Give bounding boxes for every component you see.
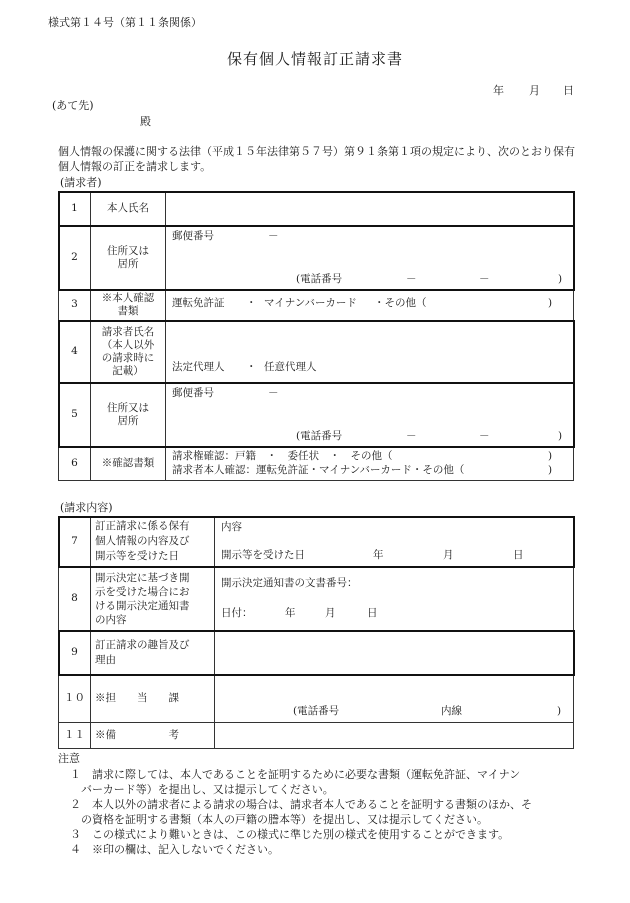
row-label: 住所又は 居所	[91, 226, 166, 290]
notice-date-label: 日付：	[221, 607, 253, 619]
row-number: 1	[59, 192, 91, 226]
row-label: ※備 考	[91, 723, 215, 749]
phone-close: )	[558, 273, 563, 285]
disclosed-date-label: 開示等を受けた日	[221, 549, 305, 561]
note-item: の資格を証明する書類（本人の戸籍の謄本等）を提出し、又は提示してください。	[70, 813, 488, 826]
row-number: １１	[59, 723, 91, 749]
date-day-label: 日	[563, 84, 574, 97]
notice-day: 日	[367, 607, 378, 619]
voluntary-agent-option[interactable]: 任意代理人	[264, 361, 317, 373]
identity-check-line: 請求者本人確認：運転免許証・マイナンバーカード・その他（	[172, 464, 465, 476]
row-number: 6	[59, 447, 91, 481]
addressee-label: (あて先)	[52, 99, 94, 112]
row-label: 本人氏名	[91, 192, 166, 226]
requester-row-1	[59, 192, 574, 226]
option-other[interactable]: ・その他（	[374, 297, 427, 309]
correction-reason-field[interactable]	[215, 631, 574, 675]
authority-check-line: 請求権確認：戸籍 ・ 委任状 ・ その他（	[172, 450, 393, 462]
requester-row-3	[59, 290, 574, 321]
authority-check-close: )	[548, 450, 553, 462]
addressee-suffix: 殿	[140, 115, 151, 128]
agent-separator: ・	[246, 361, 257, 373]
row-number: 8	[59, 567, 91, 631]
phone-dash-2: －	[479, 273, 490, 285]
phone-close: )	[558, 430, 563, 442]
phone-label: (電話番号	[296, 273, 343, 285]
extension-label: 内線	[441, 705, 462, 717]
page-title: 保有個人情報訂正請求書	[226, 50, 403, 68]
option-drivers-license[interactable]: 運転免許証	[172, 297, 225, 309]
note-item: １ 請求に際しては、本人であることを証明するために必要な書類（運転免許証、マイナン	[70, 768, 521, 781]
option-separator: ・	[246, 297, 257, 309]
label-line: 示を受けた場合にお	[95, 585, 190, 598]
label-line: ける開示決定通知書	[95, 599, 190, 612]
label-line: 理由	[95, 653, 116, 666]
note-item: ２ 本人以外の請求者による請求の場合は、請求者本人であることを証明する書類のほか、そ	[70, 798, 532, 811]
option-close: )	[548, 297, 553, 309]
row-number: 3	[59, 290, 91, 321]
date-month-label: 月	[529, 84, 540, 97]
principal-address-field[interactable]	[166, 226, 574, 290]
department-close: )	[557, 705, 562, 717]
label-line: 開示決定に基づき開	[95, 571, 190, 584]
row-label: ※確認書類	[91, 447, 166, 481]
request-row-11	[59, 723, 574, 749]
note-item: ３ この様式により難いときは、この様式に準じた別の様式を使用することができます。	[70, 828, 510, 841]
option-mynumber-card[interactable]: マイナンバーカード	[264, 297, 357, 309]
request-row-7	[59, 517, 574, 567]
requester-name-field[interactable]	[166, 321, 574, 383]
request-row-9	[59, 631, 574, 675]
row-number: 4	[59, 321, 91, 383]
remarks-field[interactable]	[215, 723, 574, 749]
disclosure-notice-field[interactable]	[215, 567, 574, 631]
postal-label: 郵便番号	[172, 387, 214, 399]
phone-dash-2: －	[479, 430, 490, 442]
row-label	[91, 517, 215, 567]
row-label: 住所又は 居所	[91, 383, 166, 447]
requester-row-6	[59, 447, 574, 481]
disclosed-day: 日	[513, 549, 524, 561]
label-line: 訂正請求の趣旨及び	[95, 638, 190, 651]
identity-check-close: )	[548, 464, 553, 476]
label-line: の内容	[95, 613, 127, 626]
doc-number-label: 開示決定通知書の文書番号：	[221, 577, 358, 589]
note-item: ４ ※印の欄は、記入しないでください。	[70, 843, 279, 856]
requester-row-5	[59, 383, 574, 447]
row-label	[91, 631, 215, 675]
label-line: 開示等を受けた日	[95, 550, 179, 562]
postal-label: 郵便番号	[172, 230, 214, 242]
row-label: ※担 当 課	[91, 675, 215, 723]
legal-agent-option[interactable]: 法定代理人	[172, 361, 225, 373]
label-line: 訂正請求に係る保有	[95, 520, 190, 532]
postal-dash: －	[268, 230, 279, 242]
phone-dash-1: －	[406, 430, 417, 442]
row-number: １０	[59, 675, 91, 723]
notes-heading: 注意	[58, 752, 80, 765]
form-number: 様式第１４号（第１１条関係）	[48, 16, 202, 29]
date-year-label: 年	[493, 84, 504, 97]
notice-month: 月	[325, 607, 336, 619]
note-item: バーカード等）を提出し、又は提示してください。	[70, 783, 334, 796]
label-line: 個人情報の内容及び	[95, 535, 190, 547]
phone-dash-1: －	[406, 273, 417, 285]
notice-year: 年	[285, 607, 296, 619]
department-field[interactable]	[215, 675, 574, 723]
requester-row-2	[59, 226, 574, 290]
intro-text: 個人情報の保護に関する法律（平成１５年法律第５７号）第９１条第１項の規定により、次のとおり保有個人情報の訂正を請求します。	[58, 145, 575, 173]
row-label: ※本人確認 書類	[91, 290, 166, 321]
correction-content-field[interactable]	[215, 517, 574, 567]
principal-name-field[interactable]	[166, 192, 574, 226]
row-label: 請求者氏名 （本人以外 の請求時に 記載）	[91, 321, 166, 383]
row-number: 7	[59, 517, 91, 567]
requester-address-field[interactable]	[166, 383, 574, 447]
request-table	[58, 516, 574, 749]
requester-section-label: (請求者)	[60, 176, 102, 189]
department-phone-label: (電話番号	[293, 705, 340, 717]
content-label: 内容	[221, 521, 242, 533]
row-number: 5	[59, 383, 91, 447]
row-number: 9	[59, 631, 91, 675]
request-row-10	[59, 675, 574, 723]
disclosed-month: 月	[443, 549, 454, 561]
postal-dash: －	[268, 387, 279, 399]
id-document-field[interactable]	[166, 290, 574, 321]
phone-label: (電話番号	[296, 430, 343, 442]
request-row-8	[59, 567, 574, 631]
row-label	[91, 567, 215, 631]
authority-document-field[interactable]	[166, 447, 574, 481]
disclosed-year: 年	[373, 549, 384, 561]
requester-table	[58, 191, 574, 481]
request-section-label: (請求内容)	[60, 501, 113, 514]
row-number: 2	[59, 226, 91, 290]
requester-row-4	[59, 321, 574, 383]
